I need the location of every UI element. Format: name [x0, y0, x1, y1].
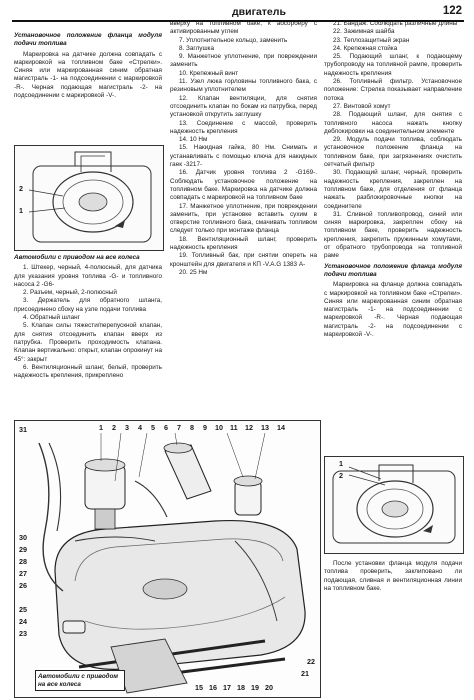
- fig-label-2: 2: [19, 184, 23, 193]
- diagram-label: 1: [99, 423, 103, 432]
- column-2: [170, 20, 317, 277]
- heading-flange-position: Установочное положение фланца модуля подачи топлива: [14, 32, 162, 48]
- figure-flange-position-left: [14, 145, 164, 251]
- diagram-label: 2: [112, 423, 116, 432]
- diagram-label: 23: [19, 629, 27, 638]
- list-item: 13. Соединение с массой, проверить надежность крепления: [170, 119, 317, 135]
- paragraph-check-lines: После установки фланца модуля подачи топлива проверить, заклиповано ли подающая, сливная и вентиляционная линии на топливном баке.: [324, 560, 462, 592]
- diagram-label: 21: [301, 669, 309, 678]
- list-item: 15. Накидная гайка, 80 Нм. Снимать и устанавливать с помощью ключа для накидных гаек -3217-: [170, 144, 317, 169]
- column-1: [14, 30, 162, 100]
- diagram-label: 26: [19, 581, 27, 590]
- diagram-caption: Автомобили с приводом на все колеса: [35, 670, 125, 691]
- diagram-label: 14: [277, 423, 285, 432]
- diagram-label: 25: [19, 605, 27, 614]
- list-item: 16. Датчик уровня топлива 2 -G169-. Соблюдать установочное положение на топливном баке. Маркировка на датчике должна совпадать с маркировкой на топливном баке: [170, 169, 317, 202]
- diagram-label: 19: [251, 683, 259, 692]
- diagram-label: 18: [237, 683, 245, 692]
- fig-label-1: 1: [339, 459, 343, 468]
- diagram-label: 20: [265, 683, 273, 692]
- list-item: 5. Клапан силы тяжести/перепускной клапан, для снятия отсоединить клапан вверх из патрубка. Проверить проходимость клапана. Клапан вертикально: открыт, клапан опрокинут на 45°: закрыт: [14, 322, 162, 363]
- diagram-label: 16: [209, 683, 217, 692]
- list-item: 29. Модуль подачи топлива, соблюдать установочное положение фланца на топливном баке, при загрязнениях очистить сетчатый фильтр: [324, 136, 462, 169]
- diagram-label: 9: [203, 423, 207, 432]
- diagram-label: 30: [19, 533, 27, 542]
- diagram-label: 4: [138, 423, 142, 432]
- list-item: 28. Подающий шланг, для снятия с топливного насоса нажать кнопку деблокировки на соединительном элементе: [324, 111, 462, 135]
- diagram-label: 3: [125, 423, 129, 432]
- list-item: 7. Уплотнительное кольцо, заменить: [179, 36, 288, 44]
- list-item: 10. Крепежный винт: [179, 69, 239, 77]
- list-item: 11. Узел люка горловины топливного бака, с резиновым уплотнителем: [170, 78, 317, 94]
- column-3-after: [324, 560, 462, 593]
- figure-flange-position-right: [324, 456, 464, 554]
- paragraph-flange-marking-2: Маркировка на фланце должна совпадать с маркировкой на топливном баке «Стрелки». Синяя или маркированная синим обратная магистраль -1- на подсоединении с маркировкой -R-. Черная подающая магистраль -2- на подсоединении с маркировкой -V-.: [324, 281, 462, 338]
- flange-diagram-left: [15, 146, 163, 250]
- diagram-label: 24: [19, 617, 27, 626]
- list-item: 21. Бандаж. Соблюдать различные длины: [333, 20, 458, 27]
- list-item: 9. Манжетное уплотнение, при повреждении заменить: [170, 53, 317, 69]
- diagram-label: 8: [190, 423, 194, 432]
- list-item: 22. Зажимная шайба: [333, 28, 395, 36]
- column-1-list: [14, 252, 162, 380]
- list-item: 3. Держатель для обратного шланга, присоединено сбоку на узле подачи топлива: [14, 297, 162, 313]
- diagram-label: 15: [195, 683, 203, 692]
- diagram-label: 22: [307, 657, 315, 666]
- column-3: [324, 20, 462, 339]
- fuel-system-exploded-diagram: [14, 420, 321, 698]
- list-item: 24. Крепежная стойка: [333, 44, 398, 52]
- list-item: 8. Заглушка: [179, 44, 214, 52]
- list-item: 17. Манжетное уплотнение, при повреждении заменить, при установке вставить сухим в отверстие топливного бака, смачивать топливом следует только при монтаже фланца: [170, 202, 317, 235]
- list-item: 20. 25 Нм: [179, 268, 208, 276]
- diagram-label: 12: [245, 423, 253, 432]
- diagram-label: 13: [261, 423, 269, 432]
- diagram-label: 11: [230, 423, 238, 432]
- fig-label-2: 2: [339, 471, 343, 480]
- list-item: вверху на топливном баке, к абсорберу с активированным углем: [170, 20, 317, 36]
- fuel-tank-drawing: [15, 421, 320, 697]
- list-item: 12. Клапан вентиляции, для снятия отсоединить клапан по бокам из патрубка, перед установкой открутить заглушку: [170, 94, 317, 119]
- diagram-label: 6: [164, 423, 168, 432]
- diagram-label: 17: [223, 683, 231, 692]
- diagram-label: 29: [19, 545, 27, 554]
- diagram-label: 28: [19, 557, 27, 566]
- list-item: 1. Штекер, черный, 4-полюсный, для датчика для указания уровня топлива -G- и топливного насоса 2 -G6-: [14, 264, 162, 288]
- heading-awd: Автомобили с приводом на все колеса: [14, 254, 140, 261]
- list-item: 27. Винтовой хомут: [333, 102, 391, 110]
- page-number: 122: [442, 5, 462, 17]
- section-title: двигатель: [232, 6, 286, 18]
- list-item: 2. Разъем, черный, 2-полюсный: [23, 289, 117, 297]
- diagram-label: 27: [19, 569, 27, 578]
- diagram-label: 5: [151, 423, 155, 432]
- list-item: 25. Подающий шланг, к подающему трубопроводу на топливной рампе, проверить надежность крепления: [324, 53, 462, 77]
- list-item: 26. Топливный фильтр. Установочное положение: Стрелка показывает направление потока: [324, 78, 462, 102]
- paragraph-flange-marking: Маркировка на датчике должна совпадать с маркировкой на топливном баке «Стрелки». Синяя или маркированная синим обратная магистраль -1- на подсоединении с маркировкой -R-. Черная подающая магистраль -2- на подсоединении с маркировкой -V-.: [14, 50, 162, 100]
- list-item: 31. Сливной топливопровод, синий или синяя маркировка, закреплен сбоку на топливном баке, проверить надежность крепления, закрепить пружинным хомутами, от обратного трубопровода на топливной раме: [324, 210, 462, 260]
- diagram-label: 31: [19, 425, 27, 434]
- list-item: 6. Вентиляционный шланг, белый, проверить надежность крепления, прикреплено: [14, 363, 162, 380]
- list-item: 23. Теплозащитный экран: [333, 36, 410, 44]
- list-item: 4. Обратный шланг: [23, 314, 80, 322]
- flange-diagram-right: [325, 457, 463, 553]
- list-item: 19. Топливный бак, при снятии опереть на кронштейн для двигателя и КП -V.A.G 1383 А-: [170, 252, 317, 268]
- list-item: 14. 10 Нм: [179, 136, 208, 144]
- diagram-label: 7: [177, 423, 181, 432]
- fig-label-1: 1: [19, 206, 23, 215]
- heading-flange-position-2: Установочное положение фланца модуля подачи топлива: [324, 262, 462, 278]
- list-item: 18. Вентиляционный шланг, проверить надежность крепления: [170, 235, 317, 252]
- diagram-label: 10: [215, 423, 223, 432]
- list-item: 30. Подающий шланг, черный, проверить надежность крепления, закреплен на топливном баке, для отделения от фланца нажать разблокировочные кнопки на соединителе: [324, 169, 462, 210]
